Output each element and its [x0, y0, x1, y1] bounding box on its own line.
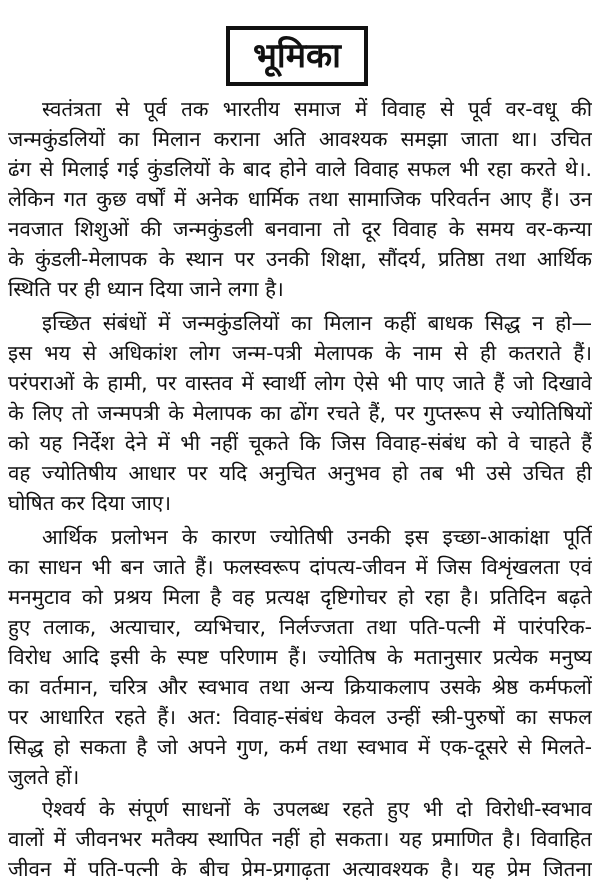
text-line-6: के कुंडली-मेलापक के स्थान पर उनकी शिक्षा, सौंदर्य, प्रतिष्ठा तथा आर्थिक [8, 247, 592, 271]
text-line-11: के लिए तो जन्मपत्री के मेलापक का ढोंग रचते हैं, पर गुप्तरूप से ज्योतिषियों [8, 401, 592, 425]
text-line-5: नवजात शिशुओं की जन्मकुंडली बनवाना तो दूर विवाह के समय वर-कन्या [8, 217, 592, 241]
text-line-4: लेकिन गत कुछ वर्षों में अनेक धार्मिक तथा सामाजिक परिवर्तन आए हैं। उन [8, 187, 592, 211]
text-line-13: वह ज्योतिषीय आधार पर यदि अनुचित अनुभव हो तब भी उसे उचित ही [8, 461, 592, 485]
text-line-2: जन्मकुंडलियों का मिलान कराना अति आवश्यक समझा जाता था। उचित [8, 127, 592, 151]
text-line-12: को यह निर्देश देने में भी नहीं चूकते कि जिस विवाह-संबंध को वे चाहते हैं [8, 431, 592, 455]
text-line-18: हुए तलाक, अत्याचार, व्यभिचार, निर्लज्जता तथा पति-पत्नी में पारंपरिक- [8, 615, 592, 639]
text-line-15: आर्थिक प्रलोभन के कारण ज्योतिषी उनकी इस इच्छा-आकांक्षा पूर्ति [42, 525, 592, 549]
text-line-3: ढंग से मिलाई गई कुंडलियों के बाद होने वाले विवाह सफल भी रहा करते थे।. [8, 157, 592, 181]
text-line-17: मनमुटाव को प्रश्रय मिला है वह प्रत्यक्ष दृष्टिगोचर हो रहा है। प्रतिदिन बढ़ते [8, 585, 592, 609]
text-line-16: का साधन भी बन जाते हैं। फलस्वरूप दांपत्य-जीवन में जिस विशृंखलता एवं [8, 555, 592, 579]
text-line-22: सिद्ध हो सकता है जो अपने गुण, कर्म तथा स्वभाव में एक-दूसरे से मिलते- [8, 735, 592, 759]
text-line-20: का वर्तमान, चरित्र और स्वभाव तथा अन्य क्रियाकलाप उसके श्रेष्ठ कर्मफलों [8, 675, 592, 699]
text-line-9: इस भय से अधिकांश लोग जन्म-पत्री मेलापक के नाम से ही कतराते हैं। [8, 341, 592, 365]
text-line-23: जुलते हों। [8, 765, 80, 789]
page-title: भूमिका [253, 36, 341, 76]
text-line-25: वालों में जीवनभर मतैक्य स्थापित नहीं हो सकता। यह प्रमाणित है। विवाहित [8, 827, 592, 851]
text-line-19: विरोध आदि इसी के स्पष्ट परिणाम हैं। ज्योतिष के मतानुसार प्रत्येक मनुष्य [8, 645, 592, 669]
text-line-7: स्थिति पर ही ध्यान दिया जाने लगा है। [8, 277, 284, 301]
text-line-24: ऐश्वर्य के संपूर्ण साधनों के उपलब्ध रहते हुए भी दो विरोधी-स्वभाव [42, 797, 592, 821]
text-line-1: स्वतंत्रता से पूर्व तक भारतीय समाज में विवाह से पूर्व वर-वधू की [42, 97, 592, 121]
text-line-10: परंपराओं के हामी, पर वास्तव में स्वार्थी लोग ऐसे भी पाए जाते हैं जो दिखावे [8, 371, 592, 395]
text-line-21: पर आधारित रहते हैं। अत: विवाह-संबंध केवल उन्हीं स्त्री-पुरुषों का सफल [8, 705, 592, 729]
text-line-14: घोषित कर दिया जाए। [8, 491, 171, 515]
title-box [226, 26, 368, 86]
text-line-26: जीवन में पति-पत्नी के बीच प्रेम-प्रगाढ़ता अत्यावश्यक है। यह प्रेम जितना [8, 857, 592, 881]
text-line-8: इच्छित संबंधों में जन्मकुंडलियों का मिलान कहीं बाधक सिद्ध न हो— [42, 311, 592, 335]
